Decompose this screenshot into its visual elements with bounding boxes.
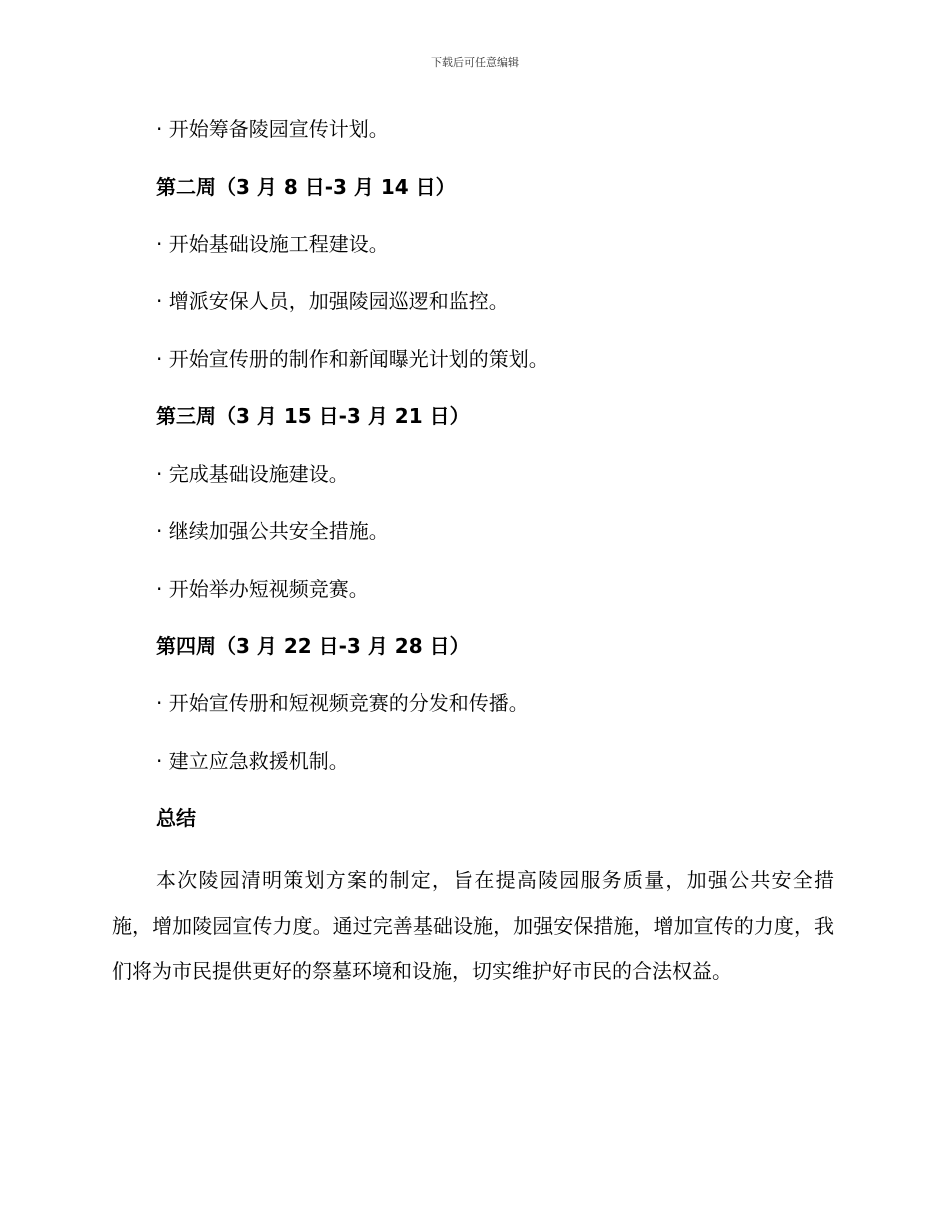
section-heading-week-4: 第四周（3 月 22 日-3 月 28 日） bbox=[156, 634, 470, 658]
section-heading-week-2: 第二周（3 月 8 日-3 月 14 日） bbox=[156, 175, 456, 199]
list-item: · 开始举办短视频竞赛。 bbox=[156, 577, 369, 601]
section-heading-week-3: 第三周（3 月 15 日-3 月 21 日） bbox=[156, 404, 470, 428]
page-header: 下载后可任意编辑 bbox=[431, 56, 519, 69]
list-item: · 完成基础设施建设。 bbox=[156, 462, 349, 486]
list-item: · 增派安保人员，加强陵园巡逻和监控。 bbox=[156, 289, 509, 313]
list-item: · 开始宣传册和短视频竞赛的分发和传播。 bbox=[156, 691, 529, 715]
list-item: · 开始宣传册的制作和新闻曝光计划的策划。 bbox=[156, 347, 549, 371]
list-item: · 开始基础设施工程建设。 bbox=[156, 232, 389, 256]
list-item: · 开始筹备陵园宣传计划。 bbox=[156, 117, 389, 141]
list-item: · 继续加强公共安全措施。 bbox=[156, 519, 389, 543]
section-heading-summary: 总结 bbox=[156, 806, 196, 830]
summary-paragraph: 本次陵园清明策划方案的制定，旨在提高陵园服务质量，加强公共安全措施，增加陵园宣传力度。通过完善基础设施，加强安保措施，增加宣传的力度，我们将为市民提供更好的祭墓环境和设施，切实维护好市民的合法权益。 bbox=[112, 868, 834, 983]
list-item: · 建立应急救援机制。 bbox=[156, 749, 349, 773]
